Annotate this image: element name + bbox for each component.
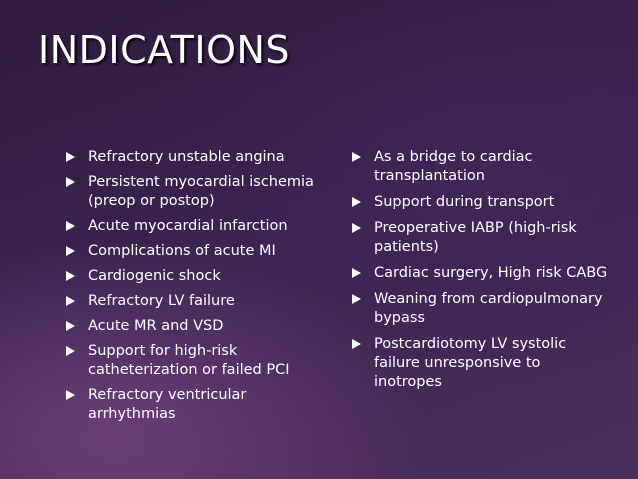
bullet-text: Cardiogenic shock [88,268,221,284]
bullet-text: Refractory unstable angina [88,149,285,165]
slide-title: INDICATIONS [38,28,291,72]
bullet-item [66,217,316,236]
triangle-bullet-icon [66,296,75,306]
bullet-text: Refractory LV failure [88,293,235,309]
bullet-item [66,342,316,380]
triangle-bullet-icon [66,390,75,400]
triangle-bullet-icon [66,221,75,231]
bullet-text: Postcardiotomy LV systolic failure unresponsive to inotropes [374,336,567,390]
triangle-bullet-icon [352,339,361,349]
bullet-item [66,267,316,286]
bullet-text: Preoperative IABP (high-risk patients) [374,220,577,255]
triangle-bullet-icon [352,268,361,278]
bullet-text: Cardiac surgery, High risk CABG [374,265,608,281]
bullet-item [66,242,316,261]
bullet-text: Support during transport [374,194,555,210]
bullet-text: Refractory ventricular arrhythmias [88,387,247,422]
bullet-text: Support for high-risk catheterization or failed PCI [88,343,290,378]
triangle-bullet-icon [352,197,361,207]
triangle-bullet-icon [66,346,75,356]
triangle-bullet-icon [66,152,75,162]
bullet-text: Weaning from cardiopulmonary bypass [374,291,603,326]
bullet-item [352,219,612,257]
triangle-bullet-icon [352,223,361,233]
bullet-item [352,290,612,328]
bullet-text: Persistent myocardial ischemia (preop or postop) [88,174,314,209]
bullet-item [66,292,316,311]
triangle-bullet-icon [66,246,75,256]
triangle-bullet-icon [66,271,75,281]
triangle-bullet-icon [352,294,361,304]
bullet-item [66,148,316,167]
triangle-bullet-icon [66,177,75,187]
bullet-text: As a bridge to cardiac transplantation [374,149,533,184]
bullet-item [66,386,316,424]
triangle-bullet-icon [66,321,75,331]
bullet-item [352,193,612,212]
left-bullet-list [66,148,316,430]
bullet-text: Acute MR and VSD [88,318,224,334]
bullet-text: Complications of acute MI [88,243,276,259]
bullet-item [66,317,316,336]
bullet-item [66,173,316,211]
bullet-item [352,335,612,392]
right-bullet-list [352,148,612,399]
bullet-text: Acute myocardial infarction [88,218,288,234]
bullet-item [352,264,612,283]
bullet-item [352,148,612,186]
triangle-bullet-icon [352,152,361,162]
